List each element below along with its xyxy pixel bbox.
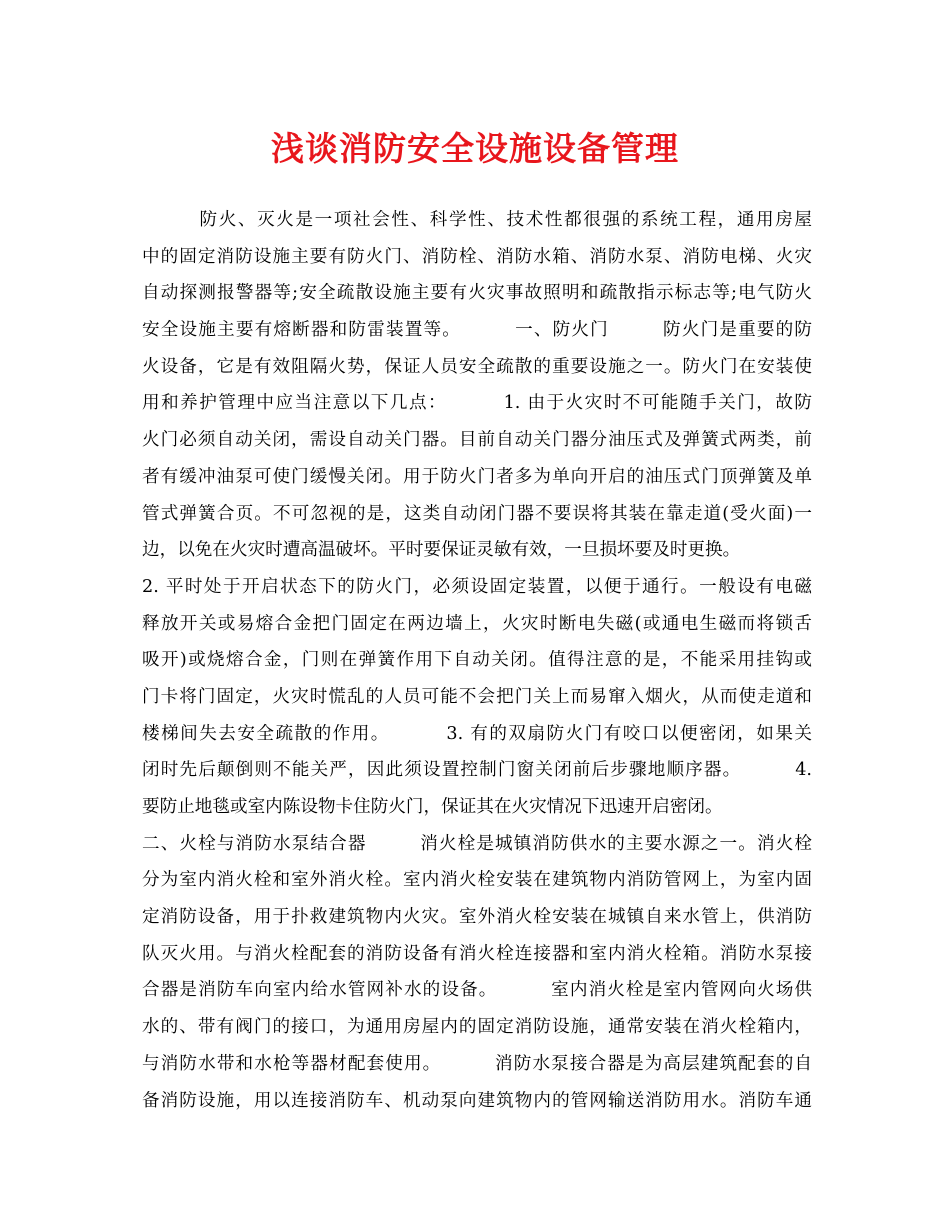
body-line: 要防止地毯或室内陈设物卡住防火门，保证其在火灾情况下迅速开启密闭。 xyxy=(142,797,723,817)
body-line: 分为室内消火栓和室外消火栓。室内消火栓安装在建筑物内消防管网上，为室内固 xyxy=(142,870,812,891)
body-line: 释放开关或易熔合金把门固定在两边墙上，火灾时断电失磁(或通电生磁而将锁舌 xyxy=(142,613,812,634)
body-line: 火设备，它是有效阻隔火势，保证人员安全疏散的重要设施之一。防火门在安装使 xyxy=(142,356,812,377)
body-line: 2. 平时处于开启状态下的防火门，必须设固定装置，以便于通行。一般设有电磁 xyxy=(142,576,812,597)
body-line: 合器是消防车向室内给水管网补水的设备。 室内消火栓是室内管网向火场供 xyxy=(142,980,812,1001)
body-line: 者有缓冲油泵可使门缓慢关闭。用于防火门者多为单向开启的油压式门顶弹簧及单 xyxy=(142,466,812,487)
body-line: 边，以免在火灾时遭高温破坏。平时要保证灵敏有效，一旦损坏要及时更换。 xyxy=(142,540,741,561)
document-body xyxy=(142,202,812,1119)
body-line: 定消防设备，用于扑救建筑物内火灾。室外消火栓安装在城镇自来水管上，供消防 xyxy=(142,907,812,928)
body-line: 水的、带有阀门的接口，为通用房屋内的固定消防设施，通常安装在消火栓箱内， xyxy=(142,1017,812,1038)
body-line: 安全设施主要有熔断器和防雷装置等。 一、防火门 防火门是重要的防 xyxy=(142,320,812,341)
body-line: 二、火栓与消防水泵结合器 消火栓是城镇消防供水的主要水源之一。消火栓 xyxy=(142,833,812,854)
body-line: 门卡将门固定，火灾时慌乱的人员可能不会把门关上而易窜入烟火，从而使走道和 xyxy=(142,686,812,707)
body-line: 楼梯间失去安全疏散的作用。 3. 有的双扇防火门有咬口以便密闭，如果关 xyxy=(142,723,812,744)
body-line: 用和养护管理中应当注意以下几点： 1. 由于火灾时不可能随手关门，故防 xyxy=(142,393,812,414)
body-line: 自动探测报警器等;安全疏散设施主要有火灾事故照明和疏散指示标志等;电气防火 xyxy=(142,283,812,304)
body-line: 备消防设施，用以连接消防车、机动泵向建筑物内的管网输送消防用水。消防车通 xyxy=(142,1090,812,1111)
body-line: 吸开)或烧熔合金，门则在弹簧作用下自动关闭。值得注意的是，不能采用挂钩或 xyxy=(142,650,812,671)
document-title: 浅谈消防安全设施设备管理 xyxy=(271,129,679,168)
body-line: 队灭火用。与消火栓配套的消防设备有消火栓连接器和室内消火栓箱。消防水泵接 xyxy=(142,943,812,964)
body-line: 中的固定消防设施主要有防火门、消防栓、消防水箱、消防水泵、消防电梯、火灾 xyxy=(142,246,812,267)
body-line: 管式弹簧合页。不可忽视的是，这类自动闭门器不要误将其装在靠走道(受火面)一 xyxy=(142,503,812,524)
body-line: 火门必须自动关闭，需设自动关门器。目前自动关门器分油压式及弹簧式两类，前 xyxy=(142,430,812,451)
body-line: 与消防水带和水枪等器材配套使用。 消防水泵接合器是为高层建筑配套的自 xyxy=(142,1053,812,1074)
body-line: 闭时先后颠倒则不能关严，因此须设置控制门窗关闭前后步骤地顺序器。 4. xyxy=(142,760,812,781)
body-line: 防火、灭火是一项社会性、科学性、技术性都很强的系统工程，通用房屋 xyxy=(142,210,812,230)
